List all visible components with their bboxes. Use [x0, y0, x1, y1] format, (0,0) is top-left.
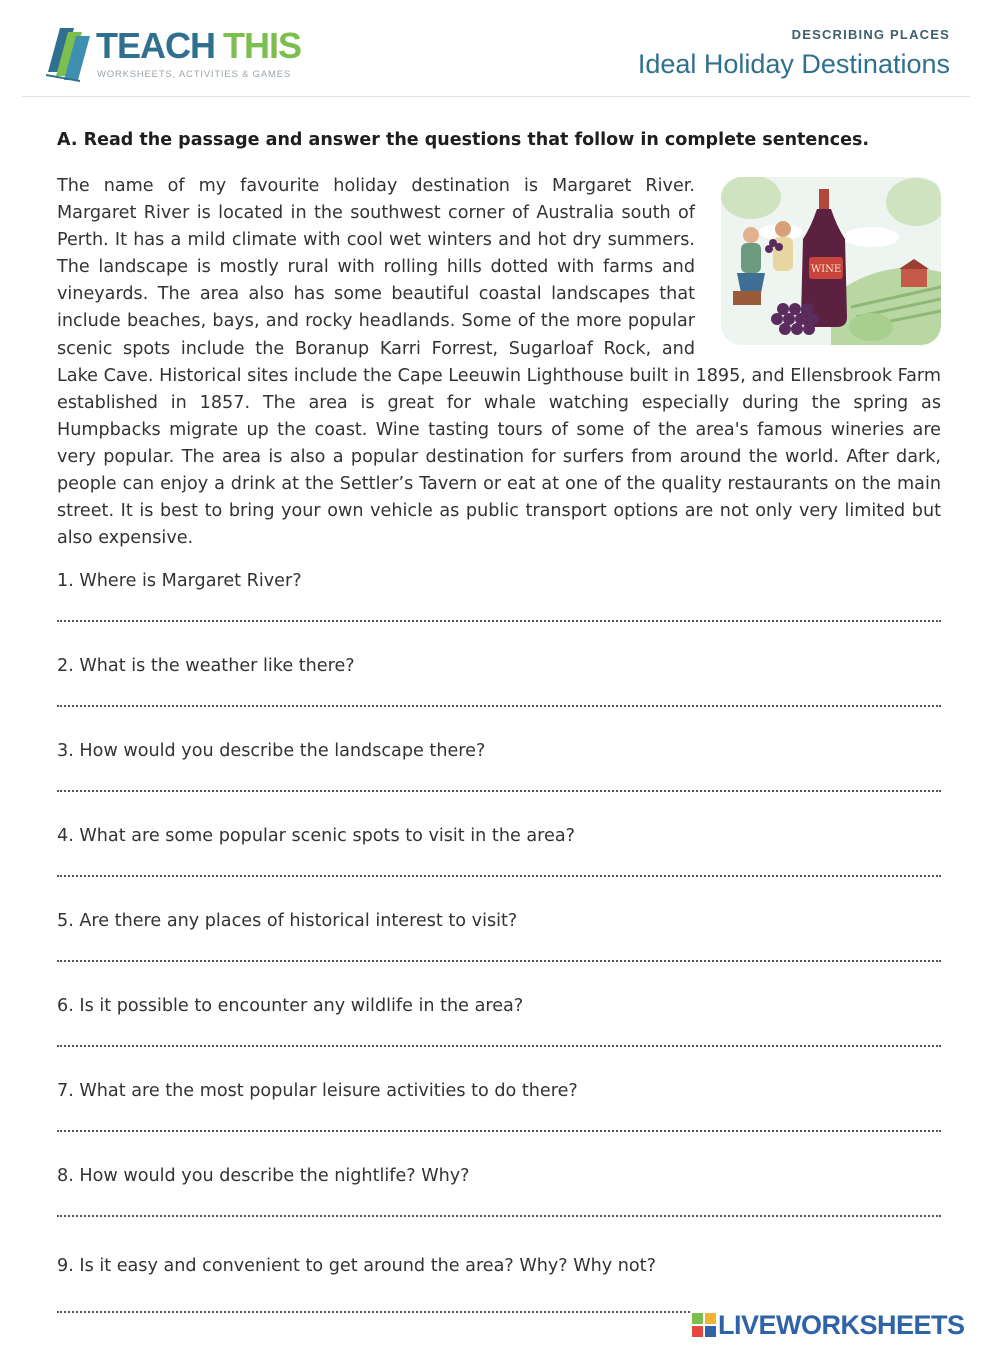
question-item	[57, 1076, 941, 1161]
wine-label-text: WINE	[810, 264, 842, 275]
question-text: 8. How would you describe the nightlife? Why?	[57, 1166, 470, 1186]
question-item	[57, 566, 941, 651]
logo-word-teach: TEACH	[96, 25, 215, 66]
question-text: 7. What are the most popular leisure activities to do there?	[57, 1081, 578, 1101]
page-header	[22, 0, 970, 97]
question-item	[57, 1161, 941, 1246]
page-title: Ideal Holiday Destinations	[637, 49, 950, 79]
liveworksheets-badge[interactable]	[692, 1310, 992, 1340]
passage-text: The name of my favourite holiday destination is Margaret River. Margaret River is located in the southwest corner of Australia south of Perth. It has a mild climate with cool wet winters and hot dry summers. The landscape is mostly rural with rolling hills dotted with farms and vineyards. The area also has some beautiful coastal landscapes that include beaches, bays, and rocky headlands. Some of the more popular scenic spots include the Boranup Karri Forrest, Sugarloaf Rock, and Lake Cave. Historical sites include the Cape Leeuwin Lighthouse built in 1895, and Ellensbrook Farm established in 1857. The area is great for whale watching especially during the spring as Humpbacks migrate up the coast. Wine tasting tours of some of the area's famous wineries are very popular. The area is also a popular destination for surfers from around the world. After dark, people can enjoy a drink at the Settler’s Tavern or eat at one of the quality restaurants on the main street. It is best to bring your own vehicle as public transport options are not only very limited but also expensive.	[57, 176, 941, 549]
answer-line[interactable]	[57, 960, 941, 962]
wine-region-illustration	[721, 177, 941, 345]
book-logo-icon	[44, 22, 94, 82]
reading-passage	[57, 173, 941, 552]
question-text: 9. Is it easy and convenient to get around the area? Why? Why not?	[57, 1256, 656, 1276]
topic-kicker: DESCRIBING PLACES	[791, 27, 950, 42]
question-list	[57, 566, 941, 1336]
liveworksheets-logo-icon	[692, 1313, 716, 1337]
liveworksheets-wordmark: LIVEWORKSHEETS	[718, 1310, 965, 1340]
question-text: 5. Are there any places of historical interest to visit?	[57, 911, 518, 931]
answer-line[interactable]	[57, 875, 941, 877]
question-item	[57, 736, 941, 821]
answer-line[interactable]	[57, 790, 941, 792]
teachthis-logo	[44, 20, 302, 84]
question-item	[57, 651, 941, 736]
logo-tagline: WORKSHEETS, ACTIVITIES & GAMES	[97, 69, 291, 80]
question-item	[57, 906, 941, 991]
answer-line[interactable]	[57, 705, 941, 707]
question-text: 2. What is the weather like there?	[57, 656, 355, 676]
answer-line[interactable]	[57, 620, 941, 622]
answer-line[interactable]	[57, 1045, 941, 1047]
answer-line[interactable]	[57, 1215, 941, 1217]
question-item	[57, 991, 941, 1076]
question-text: 6. Is it possible to encounter any wildlife in the area?	[57, 996, 524, 1016]
logo-wordmark	[96, 26, 301, 66]
instruction-heading: A. Read the passage and answer the questions that follow in complete sentences.	[57, 130, 870, 150]
question-text: 4. What are some popular scenic spots to visit in the area?	[57, 826, 575, 846]
question-text: 1. Where is Margaret River?	[57, 571, 302, 591]
logo-word-this: THIS	[223, 25, 302, 66]
answer-line[interactable]	[57, 1130, 941, 1132]
question-item	[57, 821, 941, 906]
question-text: 3. How would you describe the landscape there?	[57, 741, 486, 761]
vineyard-illustration-icon	[721, 177, 941, 345]
header-title-group	[638, 26, 950, 82]
